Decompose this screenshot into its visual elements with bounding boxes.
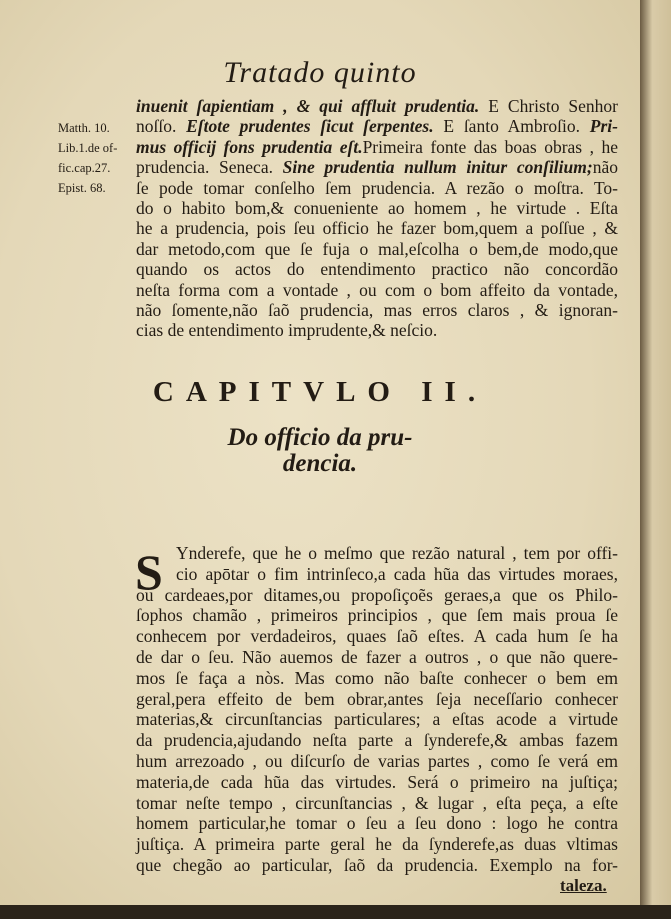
text-span: do o habito bom,& conueniente ao homem , he virtude . Eſta <box>136 198 618 218</box>
text-line: geral,pera effeito de bem obrar,antes ſeja neceſſario conhecer <box>136 688 618 709</box>
text-span: prudencia. Seneca. <box>136 157 283 178</box>
margin-note: Lib.1.de of- <box>58 141 118 155</box>
text-line <box>136 320 618 340</box>
text-line: homem particular,he tomar o ſeu a ſeu dono : logo he contra <box>136 813 618 834</box>
italic-quote: Sine prudentia nullum initur conſilium; <box>282 157 593 178</box>
drop-cap: S <box>135 544 163 600</box>
text-span: noſſo. <box>136 116 187 137</box>
chapter-title: CAPITVLO II. <box>152 376 488 408</box>
text-line: mos ſe faça a nòs. Mas como não baſte conhecer o bem em <box>136 667 618 688</box>
text-line <box>136 116 618 136</box>
margin-note: Epist. 68. <box>58 181 106 195</box>
text-span: quando os actos do entendimento practico não concordão <box>136 259 618 280</box>
text-line: materia,de cada hũa das virtudes. Será o primeiro na juſtiça; <box>136 771 618 792</box>
text-line <box>136 198 618 218</box>
text-span: dar metodo,com que ſe fuja o mal,eſcolha o bem,de modo,que <box>136 238 618 259</box>
text-span: não <box>592 157 618 178</box>
text-span: ſe pode tomar conſelho ſem prudencia. A rezão o moſtra. To- <box>136 177 618 198</box>
text-line <box>136 157 618 177</box>
text-line <box>136 96 618 116</box>
text-line: ſophos chamão , primeiros principios , que ſem mais proua ſe <box>136 605 618 626</box>
margin-note: Matth. 10. <box>58 121 110 135</box>
text-span: não ſomente,não ſaõ prudencia, mas erros claros , & ignoran- <box>136 300 618 320</box>
text-line: cio apōtar o fim intrinſeco,a cada hũa das virtudes moraes, <box>176 563 618 584</box>
running-header: Tratado quinto <box>223 56 417 89</box>
text-span: cias de entendimento imprudente,& neſcio. <box>136 320 438 341</box>
text-line <box>136 280 618 300</box>
catchword: taleza. <box>560 876 607 895</box>
text-line: hum arrezoado , ou diſcurſo de varias partes , como ſe verá em <box>136 751 618 771</box>
text-line <box>136 178 618 198</box>
text-line <box>136 239 618 259</box>
text-line: tomar neſte tempo , circunſtancias , & lugar , eſta peça, a eſte <box>136 792 618 813</box>
facing-page-edge <box>640 0 671 919</box>
italic-quote: Pri- <box>589 116 618 137</box>
text-line: materias,& circunſtancias particulares; a eſtas acode a virtude <box>136 709 618 730</box>
italic-quote: mus officij fons prudentia eſt. <box>136 136 363 157</box>
scan-border <box>0 905 671 919</box>
italic-quote: inuenit ſapientiam , & qui affluit prudentia. <box>136 96 480 116</box>
text-span: neſta forma com a vontade , ou com o bom affeito da vontade, <box>136 279 618 300</box>
text-line: ou cardeaes,por ditames,ou propoſiçoẽs geraes,a que os Philo- <box>136 584 618 605</box>
text-span: Primeira fonte das boas obras , he <box>362 136 618 157</box>
text-line <box>136 300 618 320</box>
text-line <box>136 259 618 279</box>
italic-quote: Eſtote prudentes ſicut ſerpentes. <box>186 116 434 137</box>
text-span: he a prudencia, pois ſeu officio he fazer bom,quem a poſſue , & <box>136 218 618 239</box>
margin-note: fic.cap.27. <box>58 161 111 175</box>
chapter-subtitle-line-2: dencia. <box>282 450 358 477</box>
text-line: juſtiça. A primeira parte geral he da ſynderefe,as duas vltimas <box>136 834 618 855</box>
text-span: E ſanto Ambroſio. <box>433 116 590 137</box>
text-span: E Christo Senhor <box>479 96 618 116</box>
chapter-subtitle-line-1: Do officio da pru- <box>227 424 413 451</box>
text-line: que chegão ao particular, ſaõ da prudencia. Exemplo na for- <box>136 855 618 875</box>
text-line: conhecem por verdadeiros, quaes ſaõ eſtes. A cada hum ſe ha <box>136 626 618 647</box>
text-line <box>136 137 618 157</box>
text-line: de dar o ſeu. Não auemos de fazer a outros , o que não quere- <box>136 647 618 667</box>
text-line: Ynderefe, que he o meſmo que rezão natural , tem por offi- <box>176 543 618 563</box>
text-line <box>136 218 618 238</box>
text-line: da prudencia,ajudando neſta parte a ſynderefe,& ambas fazem <box>136 730 618 751</box>
